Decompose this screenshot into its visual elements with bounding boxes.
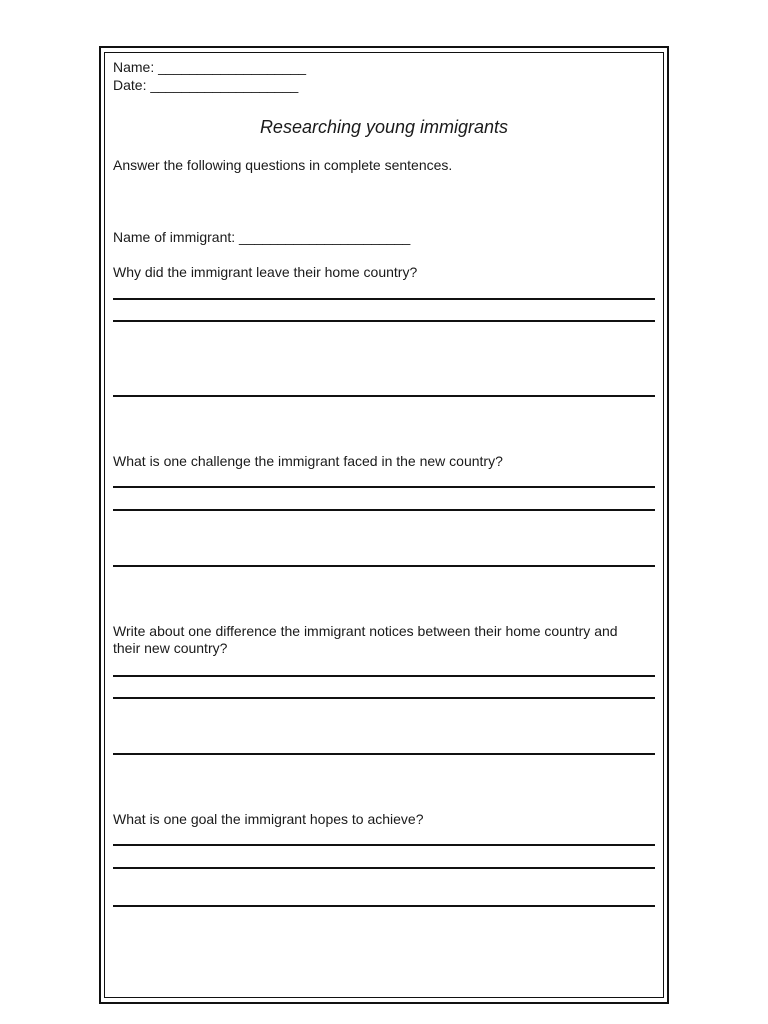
answer-line[interactable] <box>113 905 655 907</box>
date-field[interactable]: Date: ___________________ <box>113 77 299 93</box>
answer-line[interactable] <box>113 486 655 488</box>
question-1-text: Why did the immigrant leave their home country? <box>113 264 418 280</box>
answer-line[interactable] <box>113 509 655 511</box>
answer-line[interactable] <box>113 565 655 567</box>
worksheet-title: Researching young immigrants <box>259 117 509 137</box>
question-3-text: Write about one difference the immigrant notices between their home country and their new country? <box>113 623 618 656</box>
answer-line[interactable] <box>113 675 655 677</box>
answer-line[interactable] <box>113 753 655 755</box>
answer-line[interactable] <box>113 320 655 322</box>
answer-line[interactable] <box>113 298 655 300</box>
question-2-text: What is one challenge the immigrant faced in the new country? <box>113 453 503 469</box>
instructions-text: Answer the following questions in complete sentences. <box>113 157 453 173</box>
student-name-field[interactable]: Name: ___________________ <box>113 59 307 75</box>
question-4-text: What is one goal the immigrant hopes to achieve? <box>113 811 424 827</box>
answer-line[interactable] <box>113 844 655 846</box>
immigrant-name-field[interactable]: Name of immigrant: ______________________ <box>113 229 411 245</box>
answer-line[interactable] <box>113 395 655 397</box>
answer-line[interactable] <box>113 697 655 699</box>
page-border-inner <box>104 52 664 998</box>
answer-line[interactable] <box>113 867 655 869</box>
